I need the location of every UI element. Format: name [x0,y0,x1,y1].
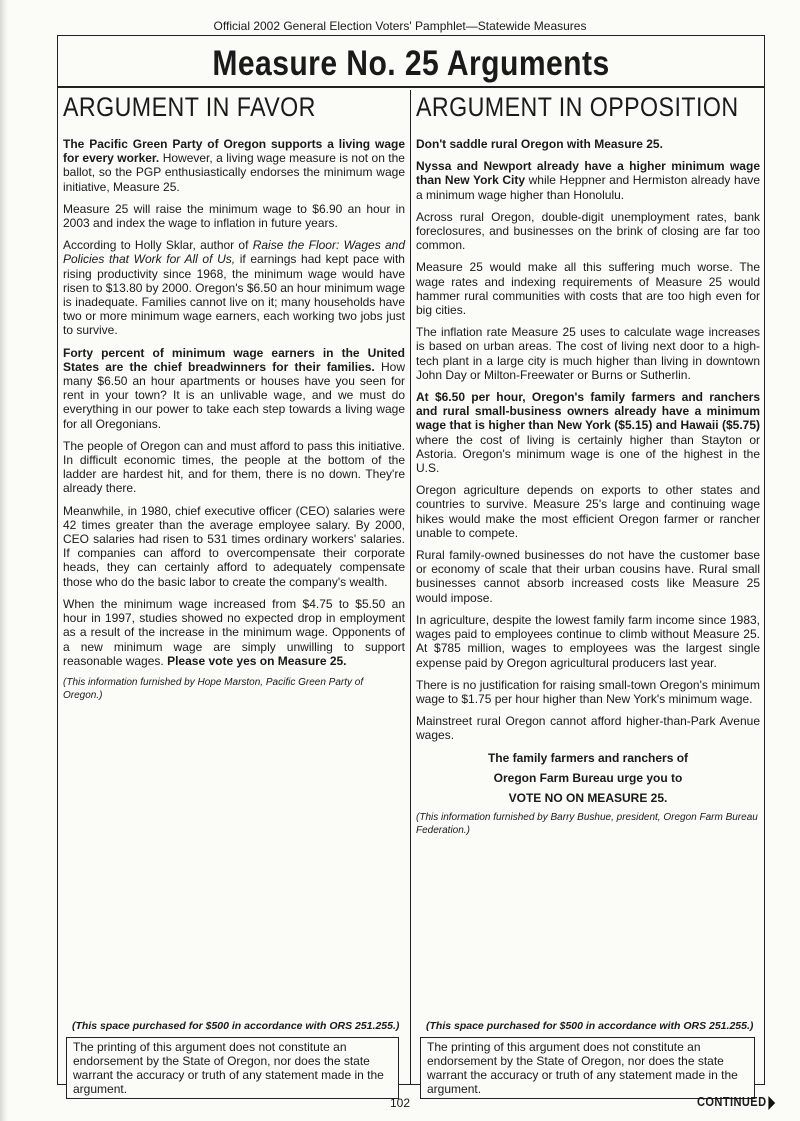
opposition-credit: (This information furnished by Barry Bushue, president, Oregon Farm Bureau Federation.) [416,812,758,837]
opp-p6-text: where the cost of living is certainly higher than Stayton or Astoria. Oregon's minimum wage is one of the highest in the U.S. [416,432,760,476]
continued-label: CONTINUED [697,1094,767,1109]
opposition-disclaimer: The printing of this argument does not constitute an endorsement by the State of Oregon, nor does the state warrant the accuracy or truth of any statement made in the argument. [420,1037,755,1099]
opposition-paragraph [416,137,760,151]
favor-space-note: (This space purchased for $500 in accordance with ORS 251.255.) [72,1020,400,1032]
favor-paragraph: Measure 25 will raise the minimum wage to $6.90 an hour in 2003 and index the wage to inflation in future years. [63,201,405,231]
opposition-paragraph [416,159,760,202]
opposition-paragraph: Oregon agriculture depends on exports to other states and countries to survive. Measure 25's large and continuing wage hikes would make the most efficient Oregon farmer or rancher unable to compete. [416,483,760,540]
opposition-heading: ARGUMENT IN OPPOSITION [416,92,739,122]
favor-paragraph: The people of Oregon can and must afford to pass this initiative. In difficult economic times, the people at the bottom of the ladder are hardest hit, and for them, there is no down. They're already there. [63,438,405,496]
title-rule [57,86,765,88]
closing-line: Oregon Farm Bureau urge you to [493,770,683,785]
closing-line: The family farmers and ranchers of [487,750,689,765]
opposition-paragraph [416,390,760,475]
opposition-paragraph: There is no justification for raising small-town Oregon's minimum wage to $1.75 per hour higher than New York's minimum wage. [416,677,760,706]
column-divider [410,90,411,1085]
favor-p1-bold: The Pacific Green Party of Oregon supports a living wage for every worker. [63,137,405,166]
argument-in-opposition [416,92,760,845]
continued-marker [697,1094,775,1110]
argument-in-favor [63,92,405,710]
favor-heading: ARGUMENT IN FAVOR [63,92,316,122]
opp-p6-bold: At $6.50 per hour, Oregon's family farmers and ranchers and rural small-business owners already have a minimum wage that is higher than New York ($5.15) and Hawaii ($5.75) [416,390,760,433]
favor-p3-text-a: According to Holly Sklar, author of [63,238,253,253]
favor-paragraph [63,238,405,337]
opposition-paragraph: Mainstreet rural Oregon cannot afford higher-than-Park Avenue wages. [416,714,760,743]
favor-paragraph: Meanwhile, in 1980, chief executive officer (CEO) salaries were 42 times greater than the average employee salary. By 2000, CEO salaries had risen to 531 times ordinary workers' salaries. If companies can afford to overcompensate their corporate heads, they can certainly afford to adequately compensate those who do the basic labor to create the company's wealth. [63,503,405,589]
page-title: Measure No. 25 Arguments [212,44,610,83]
running-header: Official 2002 General Election Voters' Pamphlet—Statewide Measures [213,19,587,33]
opposition-paragraph: The inflation rate Measure 25 uses to calculate wage increases is based on urban areas. The cost of living next door to a high-tech plant in a large city is much higher than living in downtown John Day or Milton-Freewater or Burns or Sutherlin. [416,325,760,382]
favor-paragraph [63,597,405,668]
opposition-paragraph: In agriculture, despite the lowest family farm income since 1983, wages paid to employees continue to climb without Measure 25. At $785 million, wages to employees was the largest single expense paid by Oregon agricultural producers last year. [416,612,760,670]
favor-credit: (This information furnished by Hope Marston, Pacific Green Party of Oregon.) [63,676,364,701]
favor-p1-text: However, a living wage measure is not on the ballot, so the PGP enthusiastically endorses the minimum wage initiative, Measure 25. [63,151,405,194]
opposition-paragraph: Measure 25 would make all this suffering much worse. The wage rates and indexing requirements of Measure 25 would hammer rural communities with costs that are too high even for big cities. [416,260,760,318]
favor-paragraph [63,137,405,194]
opp-p1-bold: Don't saddle rural Oregon with Measure 25. [416,137,663,151]
favor-p4-bold: Forty percent of minimum wage earners in the United States are the chief breadwinners for their families. [63,345,405,374]
opposition-paragraph: Rural family-owned businesses do not have the customer base or economy of scale that their urban cousins have. Rural small businesses cannot absorb increased costs like Measure 25 would impose. [416,548,760,605]
favor-p7-text: When the minimum wage increased from $4.75 to $5.50 an hour in 1997, studies showed no expected drop in employment as a result of the increase in the minimum wage. Opponents of a new minimum wage are simply unwilling to support reasonable wages. [63,596,405,668]
favor-disclaimer: The printing of this argument does not constitute an endorsement by the State of Oregon, nor does the state warrant the accuracy or truth of any statement made in the argument. [66,1037,399,1099]
arrow-right-icon [768,1096,775,1110]
opp-p2-text: while Heppner and Hermiston already have a minimum wage higher than Honolulu. [416,173,760,202]
favor-p3-text-b: if earnings had kept pace with rising productivity since 1968, the minimum wage would have risen to $13.80 by 2000. Oregon's $6.50 an hour minimum wage is inadequate. Families cannot live on it; many households have two or more minimum wage earners, each working two jobs just to survive. [63,252,405,338]
favor-p7-bold: Please vote yes on Measure 25. [167,653,347,668]
opposition-paragraph: Across rural Oregon, double-digit unemployment rates, bank foreclosures, and businesses on the brink of closing are far too common. [416,209,760,253]
book-title: Raise the Floor: Wages and Policies that Work for All of Us, [63,238,405,267]
opposition-space-note: (This space purchased for $500 in accordance with ORS 251.255.) [426,1020,754,1032]
favor-paragraph [63,346,405,431]
page-number: 102 [389,1096,411,1110]
closing-line: VOTE NO ON MEASURE 25. [508,790,668,805]
opp-p2-bold: Nyssa and Newport already have a higher minimum wage than New York City [416,159,760,188]
favor-p4-text: How many $6.50 an hour apartments or houses have you seen for rent in your town? It is an unlivable wage, and we must do everything in our power to take each step towards a living wage for all Oregonians. [63,359,405,431]
scan-edge [0,0,8,1121]
